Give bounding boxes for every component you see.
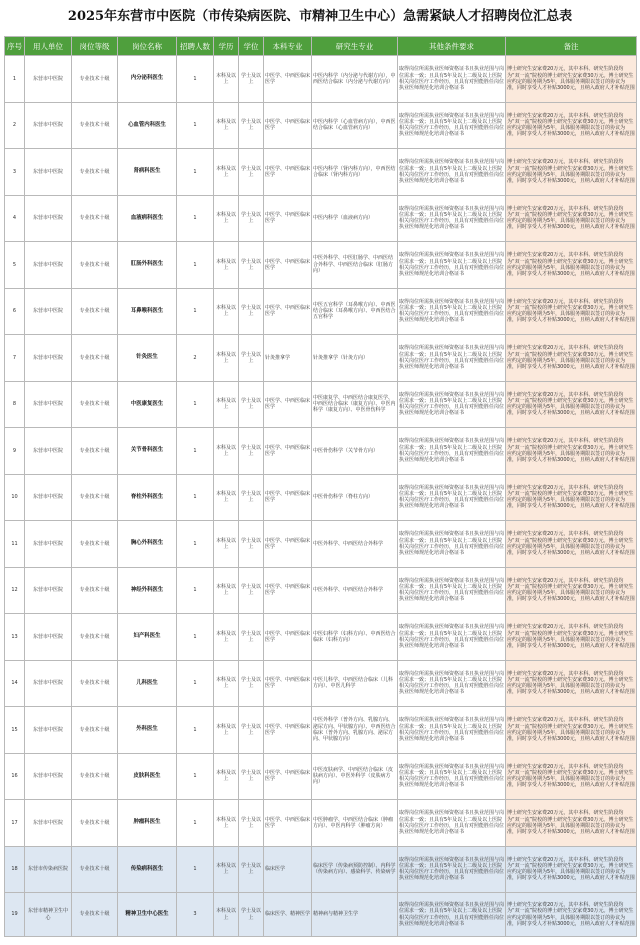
cell-degree: 学士及以上 [239,846,264,893]
cell-education: 本科及以上 [214,428,239,475]
cell-conditions: 取得岗位所需执业医师资格证书且执业范围与岗位需求一致；且具有5年及以上二级及以上医院相关岗位医疗工作经历，且具有对照能胜任岗位执业医师规范化培训合格证书 [398,474,506,521]
cell-notes: 博士研究生安家费20万元，其中本科、研究生阶段均为“双一流”院校的博士研究生安家费30万元。博士研究生应约定的服务期为5年，具体服务期限以签订的协议为准，同时享受人才补贴3000元，且纳入政府人才补贴范围 [506,102,637,149]
table-row [5,288,637,335]
cell-conditions: 取得岗位所需执业医师资格证书且执业范围与岗位需求一致；且具有5年及以上二级及以上医院相关岗位医疗工作经历，且具有对照能胜任岗位执业医师规范化培训合格证书 [398,381,506,428]
cell-no: 9 [5,428,25,475]
cell-no: 15 [5,707,25,754]
cell-grad-major: 中医五官科学（耳鼻喉方向）、中西医结合临床（耳鼻喉方向）、中西医结合五官科学 [312,288,398,335]
cell-conditions: 取得岗位所需执业医师资格证书且执业范围与岗位需求一致；且具有5年及以上二级及以上医院相关岗位医疗工作经历，且具有对照能胜任岗位执业医师规范化培训合格证书 [398,567,506,614]
table-row [5,335,637,382]
cell-no: 8 [5,381,25,428]
cell-count: 2 [177,335,214,382]
cell-education: 本科及以上 [214,660,239,707]
table-row [5,149,637,196]
table-row [5,753,637,800]
cell-education: 本科及以上 [214,335,239,382]
cell-unit: 东营市中医院 [25,707,72,754]
cell-level: 专业技术十级 [72,102,118,149]
cell-notes: 博士研究生安家费20万元，其中本科、研究生阶段均为“双一流”院校的博士研究生安家费30万元。博士研究生应约定的服务期为5年，具体服务期限以签订的协议为准，同时享受人才补贴3000元，且纳入政府人才补贴范围 [506,195,637,242]
header-conditions: 其他条件要求 [398,37,506,56]
cell-position: 心血管内科医生 [118,102,177,149]
cell-no: 18 [5,846,25,893]
cell-undergrad-major: 中医学、中西医临床医学 [264,428,312,475]
cell-undergrad-major: 中医学、中西医临床医学 [264,707,312,754]
cell-unit: 东营市中医院 [25,474,72,521]
cell-undergrad-major: 中医学、中西医临床医学 [264,660,312,707]
header-notes: 备注 [506,37,637,56]
table-row [5,614,637,661]
cell-grad-major: 中医康复学、中西医结合康复医学、中西医结合临床（康复方向）、中医内科学（康复方向）、中医骨伤科学 [312,381,398,428]
cell-degree: 学士及以上 [239,893,264,937]
cell-no: 17 [5,800,25,847]
cell-undergrad-major: 中医学、中西医临床医学 [264,195,312,242]
cell-grad-major: 中医内科学（血液病方向） [312,195,398,242]
cell-position: 针灸医生 [118,335,177,382]
cell-grad-major: 中医儿科学、中西医结合临床（儿科方向）、中医儿科学 [312,660,398,707]
document-title: 2025年东营市中医院（市传染病医院、市精神卫生中心）急需紧缺人才招聘岗位汇总表 [67,9,573,24]
cell-degree: 学士及以上 [239,660,264,707]
cell-education: 本科及以上 [214,149,239,196]
cell-count: 1 [177,381,214,428]
cell-education: 本科及以上 [214,474,239,521]
cell-grad-major: 中医肿瘤学、中西医结合临床（肿瘤方向）、中医内科学（肿瘤方向） [312,800,398,847]
cell-grad-major: 中医骨伤科学（关节骨方向） [312,428,398,475]
cell-no: 16 [5,753,25,800]
cell-conditions: 取得岗位所需执业医师资格证书且执业范围与岗位需求一致；且具有5年及以上二级及以上医院相关岗位医疗工作经历，且具有对照能胜任岗位执业医师规范化培训合格证书 [398,149,506,196]
cell-degree: 学士及以上 [239,381,264,428]
cell-degree: 学士及以上 [239,149,264,196]
cell-grad-major: 中医内科学（心血管病方向），中西医结合临床（心血管病方向） [312,102,398,149]
cell-notes: 博士研究生安家费20万元，其中本科、研究生阶段均为“双一流”院校的博士研究生安家费30万元。博士研究生应约定的服务期为5年，具体服务期限以签订的协议为准，同时享受人才补贴3000元，且纳入政府人才补贴范围 [506,893,637,937]
cell-count: 1 [177,56,214,103]
header-row [5,37,637,56]
cell-conditions: 取得岗位所需执业医师资格证书且执业范围与岗位需求一致；且具有5年及以上二级及以上医院相关岗位医疗工作经历，且具有对照能胜任岗位执业医师规范化培训合格证书 [398,800,506,847]
cell-count: 1 [177,428,214,475]
cell-grad-major: 临床医学（传染病预防控制）、内科学（传染病方向）、感染科学、传染病学 [312,846,398,893]
table-row [5,521,637,568]
cell-count: 1 [177,102,214,149]
cell-education: 本科及以上 [214,102,239,149]
cell-education: 本科及以上 [214,288,239,335]
cell-count: 1 [177,753,214,800]
cell-degree: 学士及以上 [239,288,264,335]
cell-education: 本科及以上 [214,521,239,568]
cell-degree: 学士及以上 [239,195,264,242]
cell-conditions: 取得岗位所需执业医师资格证书且执业范围与岗位需求一致；且具有5年及以上二级及以上医院相关岗位医疗工作经历，且具有对照能胜任岗位执业医师规范化培训合格证书 [398,288,506,335]
cell-no: 19 [5,893,25,937]
cell-unit: 东营市中医院 [25,567,72,614]
cell-unit: 东营市中医院 [25,660,72,707]
cell-unit: 东营市传染病医院 [25,846,72,893]
cell-education: 本科及以上 [214,567,239,614]
cell-undergrad-major: 中医学、中西医临床医学 [264,753,312,800]
cell-undergrad-major: 中医学、中西医临床医学 [264,149,312,196]
cell-degree: 学士及以上 [239,242,264,289]
cell-conditions: 取得岗位所需执业医师资格证书且执业范围与岗位需求一致；且具有5年及以上二级及以上医院相关岗位医疗工作经历，且具有对照能胜任岗位执业医师规范化培训合格证书 [398,102,506,149]
cell-degree: 学士及以上 [239,56,264,103]
cell-undergrad-major: 中医学、中西医临床医学 [264,521,312,568]
header-level: 岗位等级 [72,37,118,56]
cell-undergrad-major: 针灸推拿学 [264,335,312,382]
cell-no: 5 [5,242,25,289]
cell-grad-major: 中医骨伤科学（脊柱方向） [312,474,398,521]
cell-undergrad-major: 中医学、中西医临床医学 [264,242,312,289]
table-row [5,800,637,847]
cell-unit: 东营市中医院 [25,381,72,428]
cell-position: 肾病科医生 [118,149,177,196]
cell-conditions: 取得岗位所需执业医师资格证书且执业范围与岗位需求一致；且具有5年及以上二级及以上医院相关岗位医疗工作经历，且具有对照能胜任岗位执业医师规范化培训合格证书 [398,335,506,382]
cell-count: 1 [177,521,214,568]
cell-undergrad-major: 中医学、中西医临床医学 [264,56,312,103]
cell-notes: 博士研究生安家费20万元，其中本科、研究生阶段均为“双一流”院校的博士研究生安家费30万元。博士研究生应约定的服务期为5年，具体服务期限以签订的协议为准，同时享受人才补贴3000元，且纳入政府人才补贴范围 [506,567,637,614]
cell-level: 专业技术十级 [72,288,118,335]
cell-degree: 学士及以上 [239,753,264,800]
cell-level: 专业技术十级 [72,381,118,428]
cell-degree: 学士及以上 [239,707,264,754]
cell-undergrad-major: 中医学、中西医临床医学 [264,102,312,149]
cell-level: 专业技术十级 [72,893,118,937]
cell-degree: 学士及以上 [239,335,264,382]
header-grad-major: 研究生专业 [312,37,398,56]
cell-level: 专业技术十级 [72,707,118,754]
cell-position: 内分泌科医生 [118,56,177,103]
table-row [5,846,637,893]
header-count: 招聘人数 [177,37,214,56]
cell-unit: 东营市中医院 [25,428,72,475]
cell-unit: 东营市中医院 [25,800,72,847]
cell-education: 本科及以上 [214,707,239,754]
header-undergrad-major: 本科专业 [264,37,312,56]
cell-conditions: 取得岗位所需执业医师资格证书且执业范围与岗位需求一致；且具有5年及以上二级及以上医院相关岗位医疗工作经历，且具有对照能胜任岗位执业医师规范化培训合格证书 [398,846,506,893]
cell-conditions: 取得岗位所需执业医师资格证书且执业范围与岗位需求一致；且具有5年及以上二级及以上医院相关岗位医疗工作经历，且具有对照能胜任岗位执业医师规范化培训合格证书 [398,521,506,568]
cell-position: 耳鼻喉科医生 [118,288,177,335]
cell-no: 1 [5,56,25,103]
cell-position: 精神卫生中心医生 [118,893,177,937]
cell-position: 肛肠外科医生 [118,242,177,289]
cell-position: 妇产科医生 [118,614,177,661]
cell-conditions: 取得岗位所需执业医师资格证书且执业范围与岗位需求一致；且具有5年及以上二级及以上医院相关岗位医疗工作经历，且具有对照能胜任岗位执业医师规范化培训合格证书 [398,707,506,754]
cell-grad-major: 中医外科学、中西医结合外科学 [312,567,398,614]
cell-count: 1 [177,707,214,754]
cell-count: 1 [177,195,214,242]
table-body [5,56,637,937]
cell-level: 专业技术十级 [72,660,118,707]
cell-unit: 东营市中医院 [25,521,72,568]
cell-count: 1 [177,242,214,289]
cell-no: 3 [5,149,25,196]
cell-education: 本科及以上 [214,753,239,800]
cell-level: 专业技术十级 [72,195,118,242]
cell-no: 10 [5,474,25,521]
cell-grad-major: 中医妇科学（妇科方向）、中西医结合临床（妇科方向） [312,614,398,661]
cell-grad-major: 中医皮肤病学、中西医结合临床（皮肤病方向）、中医外科学（皮肤病方向） [312,753,398,800]
cell-education: 本科及以上 [214,56,239,103]
cell-undergrad-major: 中医学、中西医临床医学 [264,288,312,335]
cell-grad-major: 中医内科学（肾内科方向），中西医结合临床（肾内科方向） [312,149,398,196]
cell-education: 本科及以上 [214,846,239,893]
cell-conditions: 取得岗位所需执业医师资格证书且执业范围与岗位需求一致；且具有5年及以上二级及以上医院相关岗位医疗工作经历，且具有对照能胜任岗位执业医师规范化培训合格证书 [398,428,506,475]
cell-position: 中医康复医生 [118,381,177,428]
cell-no: 12 [5,567,25,614]
cell-count: 1 [177,846,214,893]
header-education: 学历 [214,37,239,56]
cell-notes: 博士研究生安家费20万元，其中本科、研究生阶段均为“双一流”院校的博士研究生安家费30万元。博士研究生应约定的服务期为5年，具体服务期限以签订的协议为准，同时享受人才补贴3000元，且纳入政府人才补贴范围 [506,474,637,521]
cell-unit: 东营市中医院 [25,614,72,661]
cell-conditions: 取得岗位所需执业医师资格证书且执业范围与岗位需求一致；且具有5年及以上二级及以上医院相关岗位医疗工作经历，且具有对照能胜任岗位执业医师规范化培训合格证书 [398,614,506,661]
cell-undergrad-major: 中医学、中西医临床医学 [264,800,312,847]
cell-degree: 学士及以上 [239,428,264,475]
header-position: 岗位名称 [118,37,177,56]
cell-notes: 博士研究生安家费20万元，其中本科、研究生阶段均为“双一流”院校的博士研究生安家费30万元。博士研究生应约定的服务期为5年，具体服务期限以签订的协议为准，同时享受人才补贴3000元，且纳入政府人才补贴范围 [506,428,637,475]
cell-count: 1 [177,288,214,335]
cell-position: 皮肤科医生 [118,753,177,800]
cell-undergrad-major: 临床医学、精神医学 [264,893,312,937]
cell-level: 专业技术十级 [72,242,118,289]
cell-unit: 东营市中医院 [25,102,72,149]
cell-undergrad-major: 中医学、中西医临床医学 [264,614,312,661]
cell-undergrad-major: 临床医学 [264,846,312,893]
cell-position: 关节骨科医生 [118,428,177,475]
table-row [5,242,637,289]
cell-position: 血液病科医生 [118,195,177,242]
cell-position: 传染病科医生 [118,846,177,893]
table-row [5,381,637,428]
cell-count: 3 [177,893,214,937]
cell-notes: 博士研究生安家费20万元，其中本科、研究生阶段均为“双一流”院校的博士研究生安家费30万元。博士研究生应约定的服务期为5年，具体服务期限以签订的协议为准，同时享受人才补贴3000元，且纳入政府人才补贴范围 [506,846,637,893]
table-row [5,56,637,103]
cell-notes: 博士研究生安家费20万元，其中本科、研究生阶段均为“双一流”院校的博士研究生安家费30万元。博士研究生应约定的服务期为5年，具体服务期限以签订的协议为准，同时享受人才补贴3000元，且纳入政府人才补贴范围 [506,660,637,707]
header-unit: 用人单位 [25,37,72,56]
cell-conditions: 取得岗位所需执业医师资格证书且执业范围与岗位需求一致；且具有5年及以上二级及以上医院相关岗位医疗工作经历，且具有对照能胜任岗位执业医师规范化培训合格证书 [398,195,506,242]
cell-education: 本科及以上 [214,381,239,428]
cell-degree: 学士及以上 [239,521,264,568]
cell-unit: 东营市中医院 [25,149,72,196]
cell-grad-major: 中医外科学、中西医结合外科学 [312,521,398,568]
cell-count: 1 [177,149,214,196]
cell-notes: 博士研究生安家费20万元，其中本科、研究生阶段均为“双一流”院校的博士研究生安家费30万元。博士研究生应约定的服务期为5年，具体服务期限以签订的协议为准，同时享受人才补贴3000元，且纳入政府人才补贴范围 [506,149,637,196]
cell-no: 6 [5,288,25,335]
cell-notes: 博士研究生安家费20万元，其中本科、研究生阶段均为“双一流”院校的博士研究生安家费30万元。博士研究生应约定的服务期为5年，具体服务期限以签订的协议为准，同时享受人才补贴3000元，且纳入政府人才补贴范围 [506,335,637,382]
cell-notes: 博士研究生安家费20万元，其中本科、研究生阶段均为“双一流”院校的博士研究生安家费30万元。博士研究生应约定的服务期为5年，具体服务期限以签订的协议为准，同时享受人才补贴3000元，且纳入政府人才补贴范围 [506,614,637,661]
cell-degree: 学士及以上 [239,614,264,661]
table-row [5,893,637,937]
cell-notes: 博士研究生安家费20万元，其中本科、研究生阶段均为“双一流”院校的博士研究生安家费30万元。博士研究生应约定的服务期为5年，具体服务期限以签订的协议为准，同时享受人才补贴3000元，且纳入政府人才补贴范围 [506,753,637,800]
cell-count: 1 [177,474,214,521]
cell-no: 7 [5,335,25,382]
cell-conditions: 取得岗位所需执业医师资格证书且执业范围与岗位需求一致；且具有5年及以上二级及以上医院相关岗位医疗工作经历，且具有对照能胜任岗位执业医师规范化培训合格证书 [398,753,506,800]
cell-notes: 博士研究生安家费20万元，其中本科、研究生阶段均为“双一流”院校的博士研究生安家费30万元。博士研究生应约定的服务期为5年，具体服务期限以签订的协议为准，同时享受人才补贴3000元，且纳入政府人才补贴范围 [506,521,637,568]
table-row [5,428,637,475]
cell-education: 本科及以上 [214,893,239,937]
cell-level: 专业技术十级 [72,800,118,847]
cell-notes: 博士研究生安家费20万元，其中本科、研究生阶段均为“双一流”院校的博士研究生安家费30万元。博士研究生应约定的服务期为5年，具体服务期限以签订的协议为准，同时享受人才补贴3000元，且纳入政府人才补贴范围 [506,707,637,754]
cell-position: 儿科医生 [118,660,177,707]
cell-conditions: 取得岗位所需执业医师资格证书且执业范围与岗位需求一致；且具有5年及以上二级及以上医院相关岗位医疗工作经历，且具有对照能胜任岗位执业医师规范化培训合格证书 [398,660,506,707]
cell-notes: 博士研究生安家费20万元，其中本科、研究生阶段均为“双一流”院校的博士研究生安家费30万元。博士研究生应约定的服务期为5年，具体服务期限以签订的协议为准，同时享受人才补贴3000元，且纳入政府人才补贴范围 [506,56,637,103]
table-row [5,195,637,242]
cell-grad-major: 中医外科学、中医肛肠学、中西医结合外科学、中西医结合临床（肛肠方向） [312,242,398,289]
table-row [5,660,637,707]
cell-education: 本科及以上 [214,800,239,847]
cell-no: 2 [5,102,25,149]
cell-level: 专业技术十级 [72,614,118,661]
recruitment-table [4,36,637,937]
cell-level: 专业技术十级 [72,428,118,475]
table-row [5,707,637,754]
cell-no: 11 [5,521,25,568]
table-row [5,474,637,521]
cell-level: 专业技术十级 [72,567,118,614]
cell-no: 14 [5,660,25,707]
cell-level: 专业技术十级 [72,149,118,196]
cell-degree: 学士及以上 [239,474,264,521]
cell-undergrad-major: 中医学、中西医临床医学 [264,474,312,521]
cell-unit: 东营市中医院 [25,195,72,242]
cell-notes: 博士研究生安家费20万元，其中本科、研究生阶段均为“双一流”院校的博士研究生安家费30万元。博士研究生应约定的服务期为5年，具体服务期限以签订的协议为准，同时享受人才补贴3000元，且纳入政府人才补贴范围 [506,288,637,335]
header-degree: 学位 [239,37,264,56]
cell-level: 专业技术十级 [72,56,118,103]
cell-grad-major: 中医外科学（普外方向、乳腺方向、泌尿方向、甲状腺方向）、中西医结合临床（普外方向、乳腺方向、泌尿方向、甲状腺方向） [312,707,398,754]
cell-grad-major: 针灸推拿学（针灸方向） [312,335,398,382]
cell-count: 1 [177,614,214,661]
cell-conditions: 取得岗位所需执业医师资格证书且执业范围与岗位需求一致；且具有5年及以上二级及以上医院相关岗位医疗工作经历，且具有对照能胜任岗位执业医师规范化培训合格证书 [398,893,506,937]
cell-position: 胸心外科医生 [118,521,177,568]
table-row [5,102,637,149]
cell-undergrad-major: 中医学、中西医临床医学 [264,381,312,428]
cell-level: 专业技术十级 [72,753,118,800]
cell-degree: 学士及以上 [239,567,264,614]
cell-unit: 东营市中医院 [25,56,72,103]
cell-conditions: 取得岗位所需执业医师资格证书且执业范围与岗位需求一致；且具有5年及以上二级及以上医院相关岗位医疗工作经历，且具有对照能胜任岗位执业医师规范化培训合格证书 [398,242,506,289]
cell-education: 本科及以上 [214,195,239,242]
cell-no: 13 [5,614,25,661]
cell-undergrad-major: 中医学、中西医临床医学 [264,567,312,614]
cell-level: 专业技术十级 [72,846,118,893]
cell-unit: 东营市中医院 [25,753,72,800]
cell-education: 本科及以上 [214,614,239,661]
cell-level: 专业技术十级 [72,521,118,568]
cell-notes: 博士研究生安家费20万元，其中本科、研究生阶段均为“双一流”院校的博士研究生安家费30万元。博士研究生应约定的服务期为5年，具体服务期限以签订的协议为准，同时享受人才补贴3000元，且纳入政府人才补贴范围 [506,800,637,847]
cell-position: 脊柱外科医生 [118,474,177,521]
cell-unit: 东营市中医院 [25,288,72,335]
cell-unit: 东营市中医院 [25,335,72,382]
cell-notes: 博士研究生安家费20万元，其中本科、研究生阶段均为“双一流”院校的博士研究生安家费30万元。博士研究生应约定的服务期为5年，具体服务期限以签订的协议为准，同时享受人才补贴3000元，且纳入政府人才补贴范围 [506,381,637,428]
cell-education: 本科及以上 [214,242,239,289]
cell-unit: 东营市中医院 [25,242,72,289]
cell-count: 1 [177,660,214,707]
cell-no: 4 [5,195,25,242]
cell-degree: 学士及以上 [239,800,264,847]
cell-count: 1 [177,800,214,847]
cell-position: 肿瘤科医生 [118,800,177,847]
cell-grad-major: 精神病与精神卫生学 [312,893,398,937]
cell-count: 1 [177,567,214,614]
cell-degree: 学士及以上 [239,102,264,149]
cell-position: 外科医生 [118,707,177,754]
cell-grad-major: 中医内科学（内分泌与代谢方向），中西医结合临床（内分泌与代谢方向） [312,56,398,103]
cell-notes: 博士研究生安家费20万元，其中本科、研究生阶段均为“双一流”院校的博士研究生安家费30万元。博士研究生应约定的服务期为5年，具体服务期限以签订的协议为准，同时享受人才补贴3000元，且纳入政府人才补贴范围 [506,242,637,289]
cell-position: 神经外科医生 [118,567,177,614]
cell-level: 专业技术十级 [72,335,118,382]
header-no: 序号 [5,37,25,56]
cell-conditions: 取得岗位所需执业医师资格证书且执业范围与岗位需求一致；且具有5年及以上二级及以上医院相关岗位医疗工作经历，且具有对照能胜任岗位执业医师规范化培训合格证书 [398,56,506,103]
cell-level: 专业技术十级 [72,474,118,521]
table-row [5,567,637,614]
cell-unit: 东营市精神卫生中心 [25,893,72,937]
